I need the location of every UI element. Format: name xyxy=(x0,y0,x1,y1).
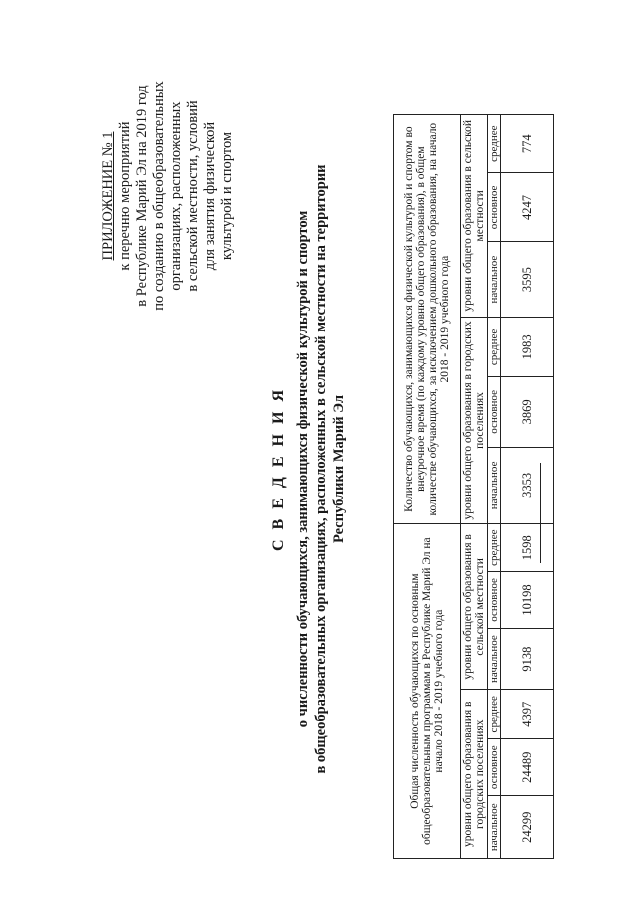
table-cell: 24299 xyxy=(501,796,554,859)
table-row xyxy=(501,115,554,859)
table-header-row xyxy=(488,115,501,859)
table-cell: 10198 xyxy=(501,572,554,629)
table-cell: 1598 xyxy=(501,524,554,572)
table-cell: 4247 xyxy=(501,173,554,242)
table-cell: 9138 xyxy=(501,628,554,690)
level-header: начальное xyxy=(488,447,501,524)
document-subtitle xyxy=(294,159,348,779)
level-header: основное xyxy=(488,739,501,796)
appendix-line: для занятия физической xyxy=(202,121,218,271)
level-header: начальное xyxy=(488,628,501,690)
level-header: среднее xyxy=(488,690,501,739)
appendix-block xyxy=(100,31,236,361)
table-cell: 3353 xyxy=(501,447,554,524)
level-header: начальное xyxy=(488,796,501,859)
statistics-table xyxy=(393,114,554,859)
level-header: основное xyxy=(488,572,501,629)
table-header-row xyxy=(394,115,461,859)
level-header: начальное xyxy=(488,242,501,317)
table-cell: 3595 xyxy=(501,242,554,317)
appendix-line: в Республике Марий Эл на 2019 год xyxy=(134,85,150,307)
level-header: основное xyxy=(488,377,501,447)
table-cell: 1983 xyxy=(501,317,554,376)
level-header: среднее xyxy=(488,317,501,376)
table-cell: 3869 xyxy=(501,377,554,447)
appendix-line: в сельской местности, условий xyxy=(185,100,201,292)
subtitle-line: Республики Марий Эл xyxy=(331,395,347,543)
appendix-heading: ПРИЛОЖЕНИЕ № 1 xyxy=(100,131,116,261)
document-title: С В Е Д Е Н И Я xyxy=(270,386,287,552)
table-cell: 774 xyxy=(501,115,554,173)
appendix-line: по созданию в общеобразовательных xyxy=(151,81,167,311)
table-header-row xyxy=(461,115,488,859)
subtitle-line: о численности обучающихся, занимающихся физической культурой и спортом xyxy=(295,210,311,728)
appendix-line: культурой и спортом xyxy=(219,131,235,261)
table-cell: 24489 xyxy=(501,739,554,796)
level-header: среднее xyxy=(488,524,501,572)
subheader-rural: уровни общего образования в сельской местности xyxy=(461,115,488,318)
level-header: основное xyxy=(488,173,501,242)
subheader-urban: уровни общего образования в городских поселениях xyxy=(461,690,488,859)
subtitle-line: в общеобразовательных организациях, расположенных в сельской местности на территории xyxy=(313,164,329,774)
appendix-line: организациях, расположенных xyxy=(168,101,184,291)
table-cell: 4397 xyxy=(501,690,554,739)
document-title-block xyxy=(270,159,348,779)
divider-line xyxy=(540,463,541,563)
group-header-total-students: Общая численность обучающихся по основным общеобразовательным программам в Республике Марий Эл на начало 2018 - 2019 учебного года xyxy=(394,524,461,859)
level-header: среднее xyxy=(488,115,501,173)
group-header-sport-students: Количество обучающихся, занимающихся физической культурой и спортом во внеурочное время (по каждому уровню общего образования), в общем количестве обучающихся, за исключением дошкольного образования, на начало 2018 - 2019 учебного года xyxy=(394,115,461,524)
subheader-rural: уровни общего образования в сельской местности xyxy=(461,524,488,690)
appendix-line: к перечню мероприятий xyxy=(117,121,133,271)
subheader-urban: уровни общего образования в городских поселениях xyxy=(461,317,488,524)
